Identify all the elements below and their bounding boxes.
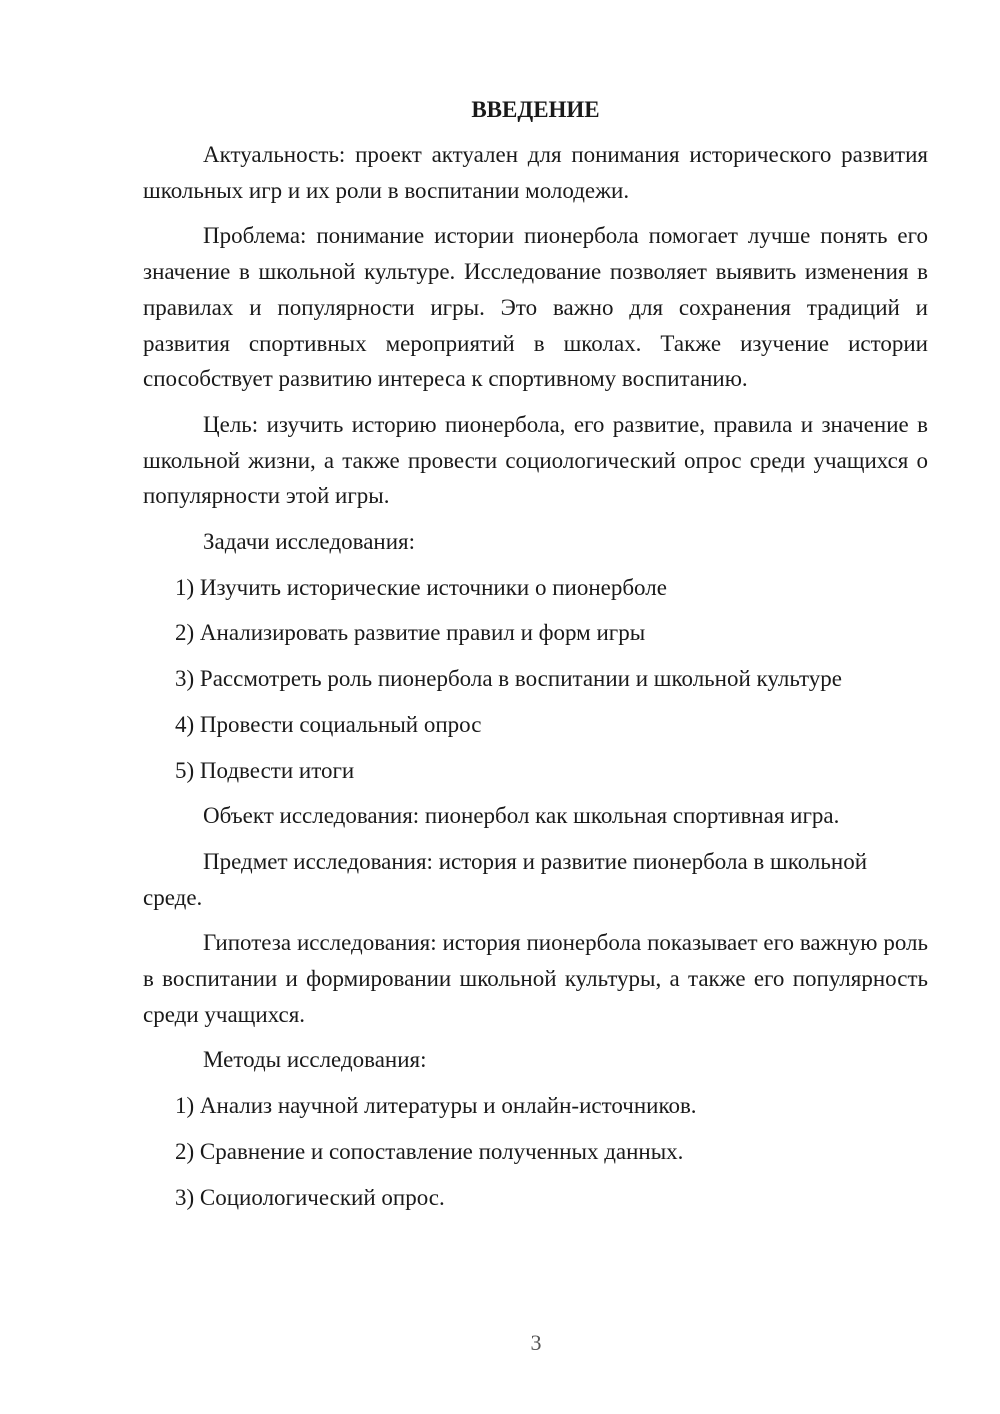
method-item-3: 3) Социологический опрос. [175,1184,445,1210]
relevance-paragraph: Актуальность: проект актуален для понимания исторического развития школьных игр и их роли в воспитании молодежи. [143,142,928,203]
method-item-2: 2) Сравнение и сопоставление полученных данных. [175,1138,684,1164]
page-content [143,92,928,1225]
section-heading: ВВЕДЕНИЕ [471,97,600,122]
tasks-heading: Задачи исследования: [203,529,416,555]
problem-paragraph: Проблема: понимание истории пионербола помогает лучше понять его значение в школьной культуре. Исследование позволяет выявить изменения в правилах и популярности игры. Это важно для сохранения традиций и развития спортивных мероприятий в школах. Также изучение истории способствует развитию интереса к спортивному воспитанию. [143,223,928,392]
goal-paragraph: Цель: изучить историю пионербола, его развитие, правила и значение в школьной жизни, а также провести социологический опрос среди учащихся о популярности этой игры. [143,411,928,509]
object-paragraph: Объект исследования: пионербол как школьная спортивная игра. [203,803,840,829]
task-item-3: 3) Рассмотреть роль пионербола в воспитании и школьной культуре [175,666,842,692]
methods-heading: Методы исследования: [203,1047,427,1073]
page-number: 3 [530,1330,542,1355]
task-item-2: 2) Анализировать развитие правил и форм игры [175,620,646,646]
hypothesis-paragraph: Гипотеза исследования: история пионербола показывает его важную роль в воспитании и формировании школьной культуры, а также его популярность среди учащихся. [143,930,928,1027]
task-item-1: 1) Изучить исторические источники о пионерболе [175,574,667,600]
task-item-5: 5) Подвести итоги [175,757,355,783]
task-item-4: 4) Провести социальный опрос [175,711,482,737]
method-item-1: 1) Анализ научной литературы и онлайн-источников. [175,1093,697,1119]
subject-paragraph: Предмет исследования: история и развитие пионербола в школьной среде. [143,848,868,910]
